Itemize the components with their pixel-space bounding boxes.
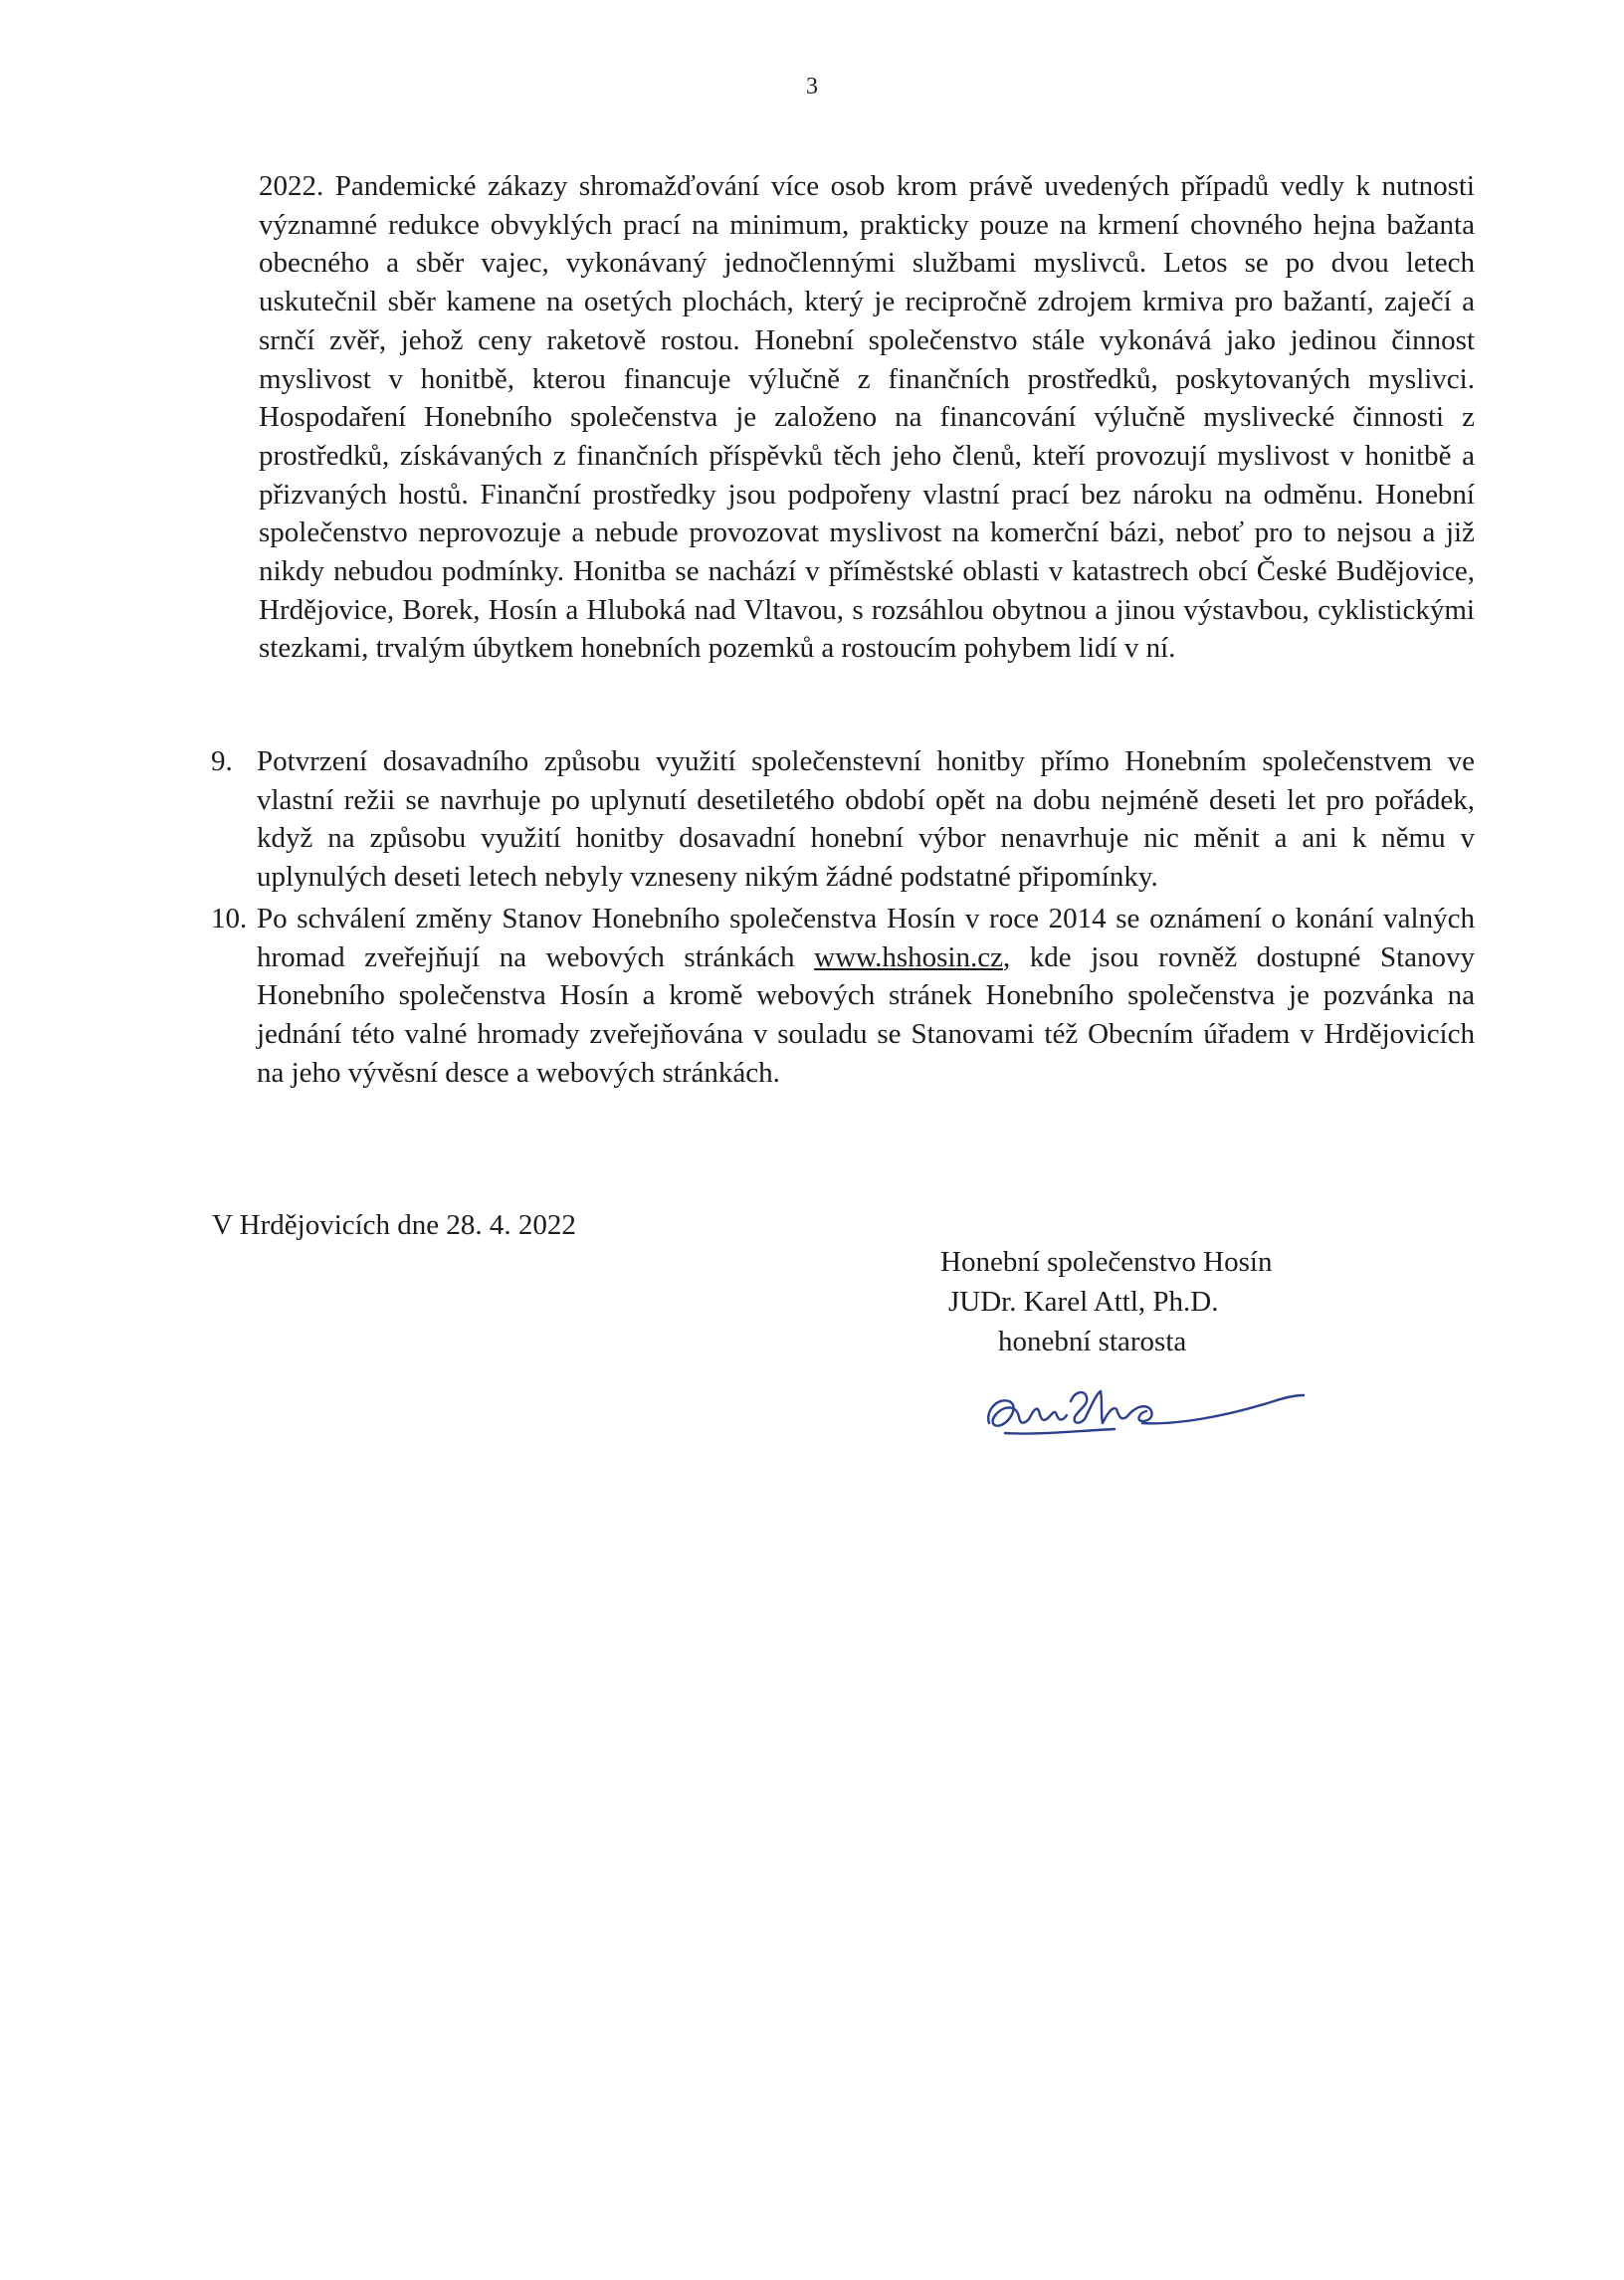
paragraph-continuation: 2022. Pandemické zákazy shromažďování více osob krom právě uvedených případů vedly k nutnosti významné redukce obvyklých prací na minimum, prakticky pouze na krmení chovného hejna bažanta obecného a sběr vajec, vykonávaný jednočlennými službami myslivců. Letos se po dvou letech uskutečnil sběr kamene na osetých plochách, který je recipročně zdrojem krmiva pro bažantí, zaječí a srnčí zvěř, jehož ceny raketově rostou. Honební společenstvo stále vykonává jako jedinou činnost myslivost v honitbě, kterou financuje výlučně z finančních prostředků, poskytovaných myslivci. Hospodaření Honebního společenstva je založeno na financování výlučně myslivecké činnosti z prostředků, získávaných z finančních příspěvků těch jeho členů, kteří provozují myslivost v honitbě a přizvaných hostů. Finanční prostředky jsou podpořeny vlastní prací bez nároku na odměnu. Honební společenstvo neprovozuje a nebude provozovat myslivost na komerční bázi, neboť pro to nejsou a již nikdy nebudou podmínky. Honitba se nachází v příměstské oblasti v katastrech obcí České Budějovice, Hrdějovice, Borek, Hosín a Hluboká nad Vltavou, s rozsáhlou obytnou a jinou výstavbou, cyklistickými stezkami, trvalým úbytkem honebních pozemků a rostoucím pohybem lidí v ní. <box>259 170 1475 665</box>
list-item-number: 9. <box>211 745 233 777</box>
signature-block <box>940 1242 1272 1361</box>
list-item-text-before-link: Po schválení změny Stanov Honebního společenstva Hosín v roce 2014 se oznámení o konání valných hromad zveřejňují na webových stránkách <box>257 902 1475 973</box>
list-item-text <box>257 900 1475 1093</box>
signature-role: honební starosta <box>998 1326 1187 1357</box>
handwritten-signature <box>975 1361 1314 1451</box>
numbered-list <box>211 742 1475 1092</box>
signature-strokes <box>988 1391 1304 1434</box>
page-number: 3 <box>806 74 818 100</box>
list-item-text-after-link: , kde jsou rovněž dostupné Stanovy Honebního společenstva Hosín a kromě webových stránek Honebního společenstva je pozvánka na jednání této valné hromady zveřejňována v souladu se Stanovami též Obecním úřadem v Hrdějovicích na jeho vývěsní desce a webových stránkách. <box>257 940 1476 1089</box>
list-item-text: Potvrzení dosavadního způsobu využití společenstevní honitby přímo Honebním společenstvem ve vlastní režii se navrhuje po uplynutí desetiletého období opět na dobu nejméně deseti let pro pořádek, když na způsobu využití honitby dosavadní honební výbor nenavrhuje nic měnit a ani k němu v uplynulých deseti letech nebyly vzneseny nikým žádné podstatné připomínky. <box>257 745 1475 894</box>
signature-organization: Honební společenstvo Hosín <box>940 1246 1273 1278</box>
list-item-9 <box>211 742 1475 897</box>
list-item-10 <box>211 900 1475 1093</box>
place-date: V Hrdějovicích dne 28. 4. 2022 <box>212 1209 576 1241</box>
list-item-number: 10. <box>211 902 248 934</box>
website-link[interactable]: www.hshosin.cz <box>814 940 1003 973</box>
signature-name: JUDr. Karel Attl, Ph.D. <box>948 1286 1219 1318</box>
